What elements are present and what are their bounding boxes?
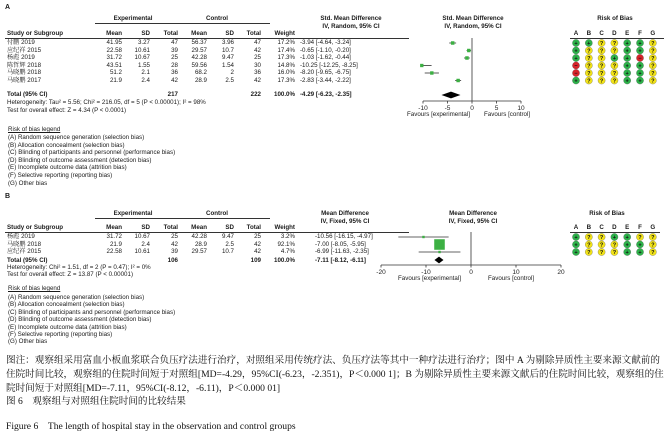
panel-a-rob-symbol: + [638,71,642,78]
exp-total: 39 [171,248,178,255]
figure-title-en: Figure 6 The length of hospital stay in the observation and control groups [6,421,296,432]
ctl-sd: 1.54 [221,61,234,69]
weight: 17.4% [277,46,295,54]
exp-total: 39 [171,46,178,54]
ctl-mean: 68.2 [194,69,207,76]
panel-a-rob-symbol: ? [587,71,591,78]
ctl-total: 42 [254,248,261,255]
panel-b-rob-symbol: + [625,235,629,242]
rob-domain-letter: G [650,30,656,37]
panel-b-rob-symbol: ? [651,242,655,249]
panel-b-plot-title-2: IV, Fixed, 95% CI [448,218,498,225]
panel-b-rob-symbol: ? [587,250,591,257]
study-name: 马晓鹏 2017 [7,76,42,84]
panel-b-col-total2: Total [246,224,261,231]
panel-a-rob-symbol: + [638,78,642,85]
panel-b-heterogeneity: Heterogeneity: Chi² = 1.51, df = 2 (P = 0.47); I² = 0% [7,264,151,271]
panel-b-rob-header-rule [570,232,660,233]
panel-a-rob-symbol: ? [599,41,604,48]
panel-b-md-title-1: Mean Difference [321,210,369,217]
effect-ci: -10.56 [-16.15, -4.97] [315,233,373,240]
panel-b-md-title-2: IV, Fixed, 95% CI [320,218,370,225]
rob-domain-letter: D [612,224,617,231]
panel-b-col-study: Study or Subgroup [7,224,64,231]
panel-b-rob-title: Risk of Bias [589,210,625,217]
rob-domain-letter: C [599,30,604,37]
exp-total: 42 [171,240,178,248]
panel-b-pooled-diamond [434,257,443,264]
panel-a-smd-title-2: IV, Random, 95% CI [322,23,380,30]
panel-b-plot-title-1: Mean Difference [449,210,497,217]
panel-a-col-mean2: Mean [191,30,207,37]
effect-ci: -10.25 [-12.25, -8.25] [300,61,358,69]
ctl-mean: 29.57 [191,248,207,255]
panel-b-rob-symbol: ? [599,235,604,242]
study-name: 杨彪 2019 [7,54,35,61]
panel-b-experimental-header: Experimental [113,210,153,217]
legend-item: (F) Selective reporting (reporting bias) [8,331,113,338]
ctl-mean: 42.28 [191,233,207,240]
panel-a-point-estimate [430,71,433,74]
panel-a-letter: A [5,4,11,11]
panel-a-rob-symbol: + [574,78,578,85]
ctl-sd: 10.7 [221,248,234,255]
ctl-total: 25 [254,54,261,61]
study-name: 陈哲辉 2018 [7,61,42,69]
ctl-mean: 28.9 [194,76,207,84]
legend-item: (F) Selective reporting (reporting bias) [8,172,113,179]
panel-a-x-tick-label: -10 [418,105,428,112]
rob-domain-letter: D [612,30,617,37]
panel-a-rob-symbol: + [638,63,642,70]
panel-a-rob-symbol: + [625,71,629,78]
rob-domain-letter: F [638,30,642,37]
legend-item: (C) Blinding of participants and personnel (performance bias) [8,308,176,316]
study-name: 应纪祥 2015 [7,46,42,54]
exp-total: 28 [171,61,178,69]
weight: 17.3% [277,76,295,84]
exp-total: 25 [171,54,178,61]
ctl-sd: 2.5 [225,240,234,248]
ctl-total: 42 [254,46,261,54]
panel-a-point-estimate [456,79,459,82]
legend-item: (D) Blinding of outcome assessment (detection bias) [8,156,152,164]
exp-mean: 51.2 [109,69,122,76]
panel-a-rob-symbol: ? [651,78,655,85]
legend-item: (A) Random sequence generation (selection bias) [8,294,145,301]
exp-total: 42 [171,76,178,84]
panel-a-rob-symbol: + [625,78,629,85]
effect-ci: -3.94 [-4.64, -3.24] [300,39,351,46]
panel-a-favours-right: Favours [control] [484,111,531,118]
panel-b-point-estimate [422,236,424,238]
panel-a-col-sd: SD [141,30,150,37]
panel-b-rob-symbol: + [574,250,578,257]
exp-mean: 41.95 [106,39,122,46]
ctl-total: 25 [254,233,261,240]
exp-mean: 21.9 [109,76,122,84]
study-name: 应纪祥 2015 [7,248,42,255]
panel-a-rob-symbol: + [574,56,578,63]
panel-a-x-tick-label: -5 [444,105,451,112]
panel-a-rob-symbol: + [625,63,629,70]
panel-b-total-n1: 106 [167,257,178,264]
panel-b-total-label: Total (95% CI) [7,257,48,264]
study-name: 杨彪 2019 [7,233,35,240]
panel-a-rob-symbol: ? [612,78,617,85]
panel-a-point-estimate [467,49,470,52]
study-name: 马晓鹏 2018 [7,69,42,76]
panel-a-rob-symbol: ? [599,71,604,78]
panel-b-col-mean2: Mean [191,224,207,231]
panel-a-rob-symbol: ? [599,78,604,85]
panel-b-col-total: Total [163,224,178,231]
panel-b-favours-right: Favours [control] [488,275,535,282]
panel-b-total-weight: 100.0% [274,257,295,264]
panel-a-pooled-diamond [441,92,460,99]
panel-a-rob-symbol: − [638,56,642,63]
panel-b-letter: B [5,193,11,200]
panel-b-rob-symbol: ? [651,250,655,257]
panel-b-rob-symbol: ? [612,242,617,249]
panel-a-col-mean: Mean [106,30,122,37]
panel-a-total-n1: 217 [167,91,178,98]
panel-a-rob-symbol: + [625,56,629,63]
legend-item: (C) Blinding of participants and personnel (performance bias) [8,149,176,157]
ctl-total: 36 [254,69,261,76]
panel-a-total-weight: 100.0% [274,91,295,98]
effect-ci: -8.20 [-9.65, -6.75] [300,69,351,76]
panel-b-rob-symbol: + [625,242,629,249]
panel-a-heterogeneity: Heterogeneity: Tau² = 5.56; Chi² = 216.05, df = 5 (P < 0.00001); I² = 98% [7,99,206,106]
panel-a-rob-symbol: + [587,41,591,48]
effect-ci: -2.83 [-3.44, -2.22] [300,76,351,84]
panel-a-rob-symbol: ? [599,63,604,70]
exp-sd: 10.61 [134,46,150,54]
panel-b-rob-symbol: ? [612,250,617,257]
effect-ci: -1.03 [-1.62, -0.44] [300,54,351,61]
panel-a-rob-symbol: ? [651,48,655,55]
panel-a-favours-left: Favours [experimental] [407,111,470,118]
panel-b-col-sd2: SD [225,224,234,231]
legend-item: (G) Other bias [8,179,48,187]
panel-a-col-total: Total [163,30,178,37]
panel-b-rob-symbol: + [625,250,629,257]
exp-sd: 1.55 [137,61,150,69]
exp-sd: 10.61 [134,248,150,255]
exp-total: 36 [171,69,178,76]
panel-a-plot-title-2: IV, Random, 95% CI [444,23,502,30]
ctl-total: 47 [254,39,261,46]
rob-domain-letter: A [573,30,579,37]
exp-mean: 31.72 [106,233,122,240]
panel-a-rob-symbol: + [625,48,629,55]
panel-b-rob-symbol: ? [651,235,655,242]
panel-a-rob-symbol: + [574,41,578,48]
panel-b-x-tick-label: 10 [512,269,520,276]
exp-sd: 10.67 [134,54,150,61]
exp-mean: 43.51 [106,61,122,69]
panel-a-rob-symbol: ? [612,48,617,55]
ctl-mean: 28.9 [194,240,207,248]
panel-a-rob-symbol: + [638,48,642,55]
exp-sd: 10.67 [134,233,150,240]
panel-b-x-tick-label: 0 [469,269,473,276]
weight: 4.7% [280,248,295,255]
rob-domain-letter: A [573,224,579,231]
panel-b-overall-effect: Test for overall effect: Z = 13.87 (P < 0.00001) [7,271,133,278]
panel-a-rob-symbol: − [574,71,578,78]
panel-b-ctl-header-rule [180,218,270,219]
panel-b-col-sd: SD [141,224,150,231]
panel-a-col-study: Study or Subgroup [7,30,64,37]
rob-domain-letter: E [625,224,630,231]
ctl-sd: 9.47 [221,233,234,240]
weight: 3.2% [280,233,295,240]
ctl-sd: 9.47 [221,54,234,61]
panel-a-rob-symbol: ? [612,71,617,78]
panel-a-rob-symbol: − [574,63,578,70]
panel-a-overall-effect: Test for overall effect: Z = 4.34 (P < 0.0001) [7,107,127,114]
exp-sd: 3.27 [137,39,150,46]
exp-sd: 2.4 [141,76,150,84]
exp-mean: 31.72 [106,54,122,61]
legend-item: (G) Other bias [8,338,48,346]
panel-a-point-estimate [451,41,454,44]
panel-a-legend-title: Risk of bias legend [8,126,61,133]
panel-a-smd-title-1: Std. Mean Difference [320,15,382,22]
panel-a-rob-symbol: + [574,48,578,55]
panel-a-x-tick-label: 0 [470,105,474,112]
exp-mean: 21.9 [109,240,122,248]
ctl-sd: 2.5 [225,76,234,84]
panel-a-rob-symbol: ? [587,78,591,85]
panel-b-rob-symbol: ? [599,250,604,257]
ctl-sd: 2 [230,69,234,76]
ctl-total: 42 [254,240,261,248]
rob-domain-letter: B [586,224,592,231]
exp-sd: 2.1 [141,69,150,76]
panel-a-col-total2: Total [246,30,261,37]
panel-b-point-estimate [438,251,440,253]
ctl-mean: 42.28 [191,54,207,61]
panel-b-exp-header-rule [95,218,187,219]
legend-item: (B) Allocation concealment (selection bias) [8,301,125,309]
legend-item: (E) Incomplete outcome data (attrition bias) [8,164,127,172]
weight: 16.0% [277,69,295,76]
study-name: 马晓鹏 2018 [7,240,42,248]
panel-b-x-tick-label: 20 [557,269,565,276]
legend-item: (A) Random sequence generation (selection bias) [8,134,145,141]
panel-a-rob-symbol: + [625,41,629,48]
panel-a-experimental-header: Experimental [113,15,153,22]
ctl-mean: 56.37 [191,39,207,46]
ctl-sd: 10.7 [221,46,234,54]
exp-total: 47 [171,39,178,46]
panel-b-rob-symbol: ? [587,235,591,242]
panel-a-x-tick-label: 5 [494,105,499,112]
panel-b-rob-symbol: + [638,242,642,249]
panel-a-rob-title: Risk of Bias [597,15,633,22]
rob-domain-letter: B [586,30,592,37]
exp-mean: 22.58 [106,248,122,255]
panel-b-total-ci: -7.11 [-8.12, -6.11] [315,257,366,264]
effect-ci: -0.65 [-1.10, -0.20] [300,46,351,54]
panel-a-rob-symbol: ? [587,48,591,55]
rob-domain-letter: F [638,224,642,231]
panel-b-total-n2: 109 [250,257,261,264]
panel-a-rob-symbol: ? [587,56,591,63]
study-name: 付鹏 2019 [7,39,35,46]
panel-a-rob-symbol: ? [612,63,617,70]
panel-a-col-sd2: SD [225,30,234,37]
panel-b-control-header: Control [206,210,228,217]
panel-b-rob-symbol: + [574,235,578,242]
panel-b-rob-symbol: + [638,250,642,257]
ctl-sd: 3.96 [221,39,234,46]
panel-a-total-ci: -4.29 [-6.23, -2.35] [300,91,352,98]
panel-a-x-tick-label: 10 [517,105,525,112]
panel-b-col-weight: Weight [274,224,295,231]
exp-sd: 2.4 [141,240,150,248]
exp-total: 25 [171,233,178,240]
legend-item: (B) Allocation concealment (selection bias) [8,141,125,149]
panel-a-rob-symbol: ? [651,41,655,48]
panel-a-rob-symbol: ? [599,48,604,55]
legend-item: (E) Incomplete outcome data (attrition bias) [8,323,127,331]
ctl-mean: 29.57 [191,46,207,54]
panel-a-control-header: Control [206,15,228,22]
exp-mean: 22.58 [106,46,122,54]
panel-a-rob-symbol: ? [651,71,655,78]
panel-b-point-estimate [434,239,445,250]
effect-ci: -7.00 [-8.05, -5.95] [315,240,366,248]
effect-ci: -6.99 [-11.63, -2.35] [315,248,369,255]
panel-b-rob-symbol: + [574,242,578,249]
panel-b-rob-symbol: ? [599,242,604,249]
rob-domain-letter: G [650,224,656,231]
weight: 14.8% [277,61,295,69]
panel-b-col-mean: Mean [106,224,122,231]
panel-b-legend-title: Risk of bias legend [8,285,61,292]
panel-a-col-weight: Weight [274,30,295,37]
panel-a-rob-symbol: ? [587,63,591,70]
panel-b-x-tick-label: -20 [376,269,386,276]
figure-note: 图注：观察组采用富血小板血浆联合负压疗法进行治疗，对照组采用传统疗法、负压疗法等其中一种疗法进行治疗；图中 A 为剔除异质性主要来源文献前的住院时间比较，观察组的住院时间短于对照组[MD=-4.29，95%CI(-6.23，-2.351)，P＜0.000 1]；B 为剔除异质性主要来源文献后的住院时间比较，观察组的住院时间短于对照组[MD=-7.11，95%CI(-8.12，-6.11)，P＜0.000 01] [6,355,664,395]
panel-a-point-estimate [420,64,423,67]
rob-domain-letter: C [599,224,604,231]
panel-a-point-estimate [465,56,468,59]
weight: 17.2% [277,39,295,46]
ctl-mean: 59.56 [191,61,207,69]
weight: 17.3% [277,54,295,61]
weight: 92.1% [277,240,295,248]
ctl-total: 42 [254,76,261,84]
rob-domain-letter: E [625,30,630,37]
panel-b-rob-symbol: ? [587,242,591,249]
legend-item: (D) Blinding of outcome assessment (detection bias) [8,316,152,324]
panel-a-rob-symbol: ? [651,56,655,63]
panel-a-rob-symbol: ? [612,41,617,48]
panel-b-favours-left: Favours [experimental] [398,275,461,282]
panel-a-total-label: Total (95% CI) [7,91,48,98]
panel-a-total-n2: 222 [250,91,261,98]
panel-b-x-tick-label: -10 [421,269,431,276]
panel-a-rob-symbol: + [638,41,642,48]
ctl-total: 30 [254,61,261,69]
panel-b-rob-symbol: + [612,235,617,242]
panel-a-rob-symbol: + [612,56,617,63]
panel-a-rob-symbol: ? [599,56,604,63]
panel-a-rob-symbol: ? [651,63,655,70]
panel-b-rob-symbol: ? [638,235,642,242]
figure-title-cn: 图 6 观察组与对照组住院时间的比较结果 [6,396,186,407]
panel-a-plot-title-1: Std. Mean Difference [442,15,504,22]
